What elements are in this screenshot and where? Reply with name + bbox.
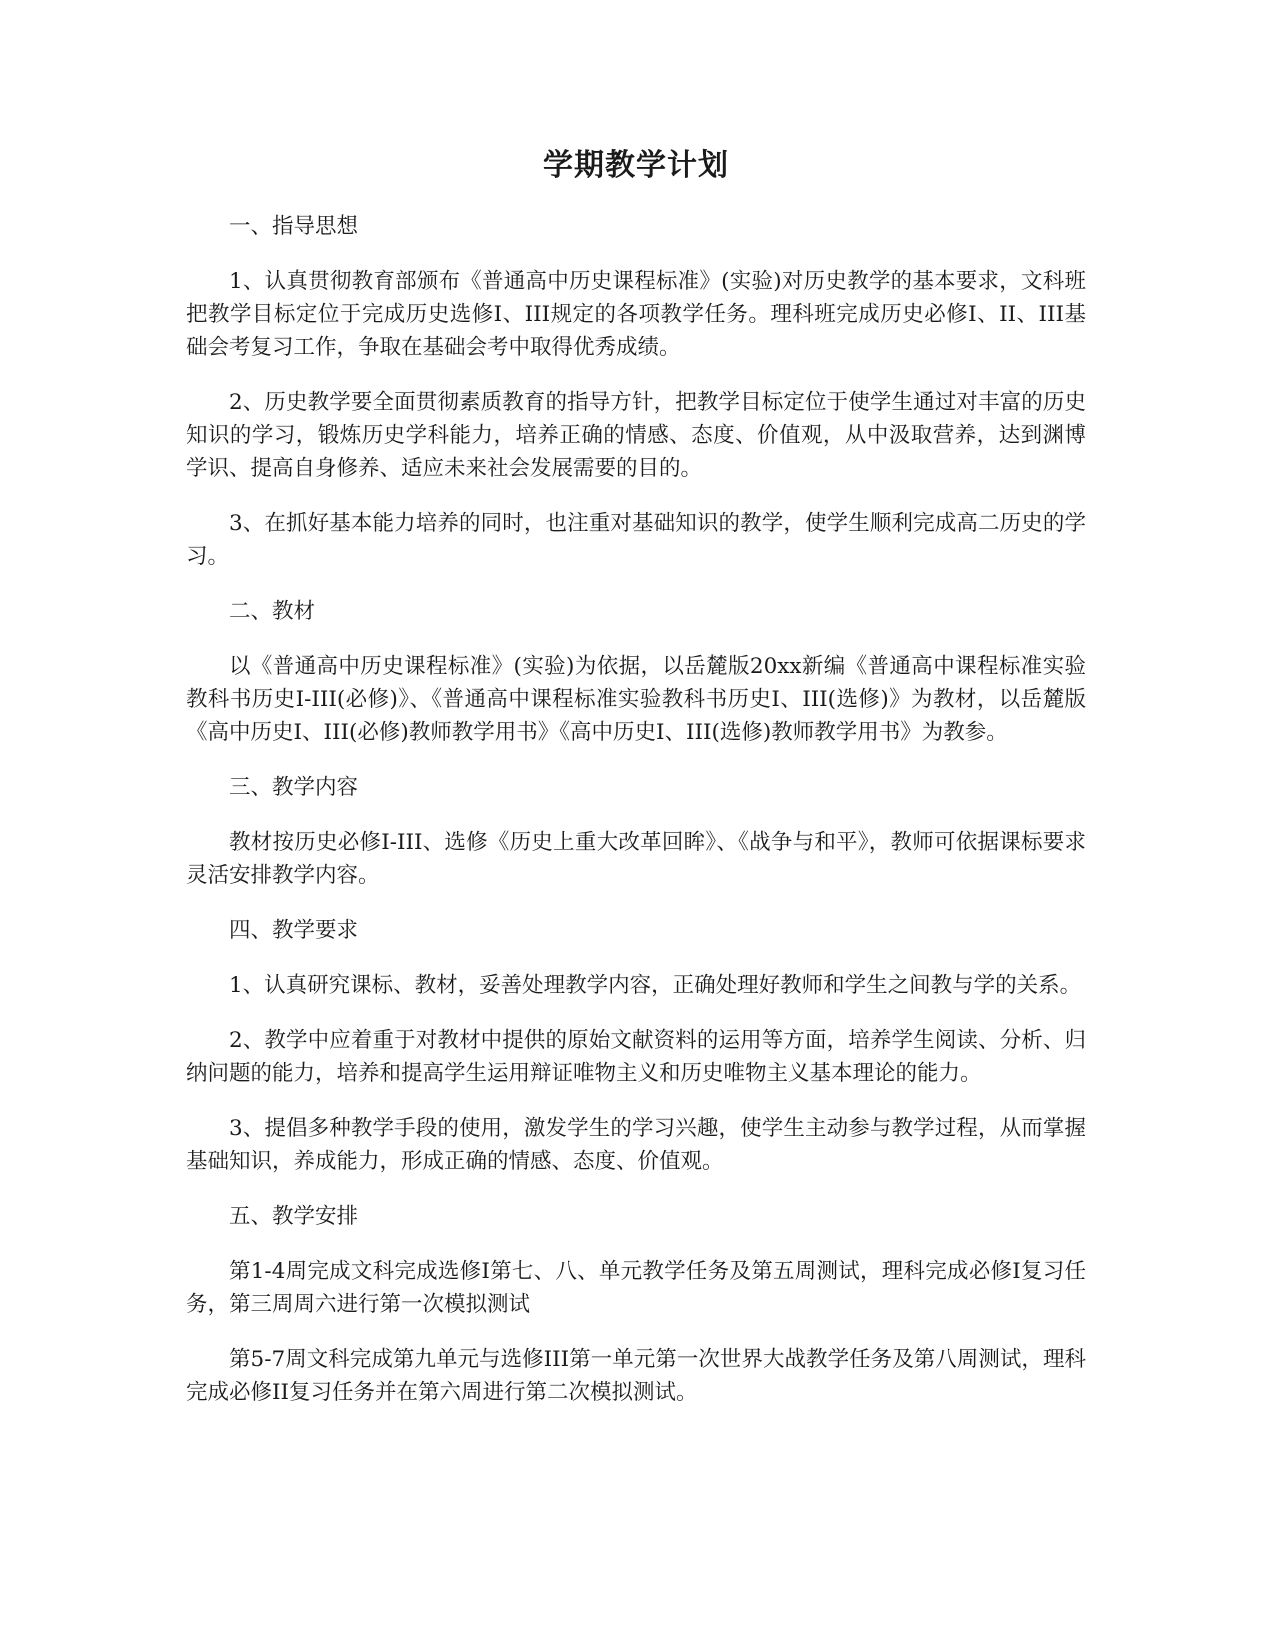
paragraph: 教材按历史必修I-III、选修《历史上重大改革回眸》、《战争与和平》，教师可依据课标要求灵活安排教学内容。 bbox=[186, 830, 1086, 888]
document-title: 学期教学计划 bbox=[543, 148, 729, 183]
paragraph: 3、在抓好基本能力培养的同时，也注重对基础知识的教学，使学生顺利完成高二历史的学习。 bbox=[186, 511, 1086, 569]
document-page bbox=[186, 140, 1086, 1431]
section-heading: 三、教学内容 bbox=[229, 775, 359, 800]
paragraph: 第1-4周完成文科完成选修I第七、八、单元教学任务及第五周测试，理科完成必修I复习任务，第三周周六进行第一次模拟测试 bbox=[186, 1259, 1086, 1317]
paragraph: 3、提倡多种教学手段的使用，激发学生的学习兴趣，使学生主动参与教学过程，从而掌握基础知识，养成能力，形成正确的情感、态度、价值观。 bbox=[186, 1116, 1086, 1174]
paragraph: 2、历史教学要全面贯彻素质教育的指导方针，把教学目标定位于使学生通过对丰富的历史知识的学习，锻炼历史学科能力，培养正确的情感、态度、价值观，从中汲取营养，达到渊博学识、提高自身修养、适应未来社会发展需要的目的。 bbox=[186, 390, 1086, 481]
paragraph: 1、认真研究课标、教材，妥善处理教学内容，正确处理好教师和学生之间教与学的关系。 bbox=[229, 973, 1082, 998]
section-heading: 五、教学安排 bbox=[229, 1204, 359, 1229]
section-heading: 二、教材 bbox=[229, 599, 316, 624]
paragraph: 2、教学中应着重于对教材中提供的原始文献资料的运用等方面，培养学生阅读、分析、归纳问题的能力，培养和提高学生运用辩证唯物主义和历史唯物主义基本理论的能力。 bbox=[186, 1028, 1086, 1086]
paragraph: 以《普通高中历史课程标准》(实验)为依据，以岳麓版20xx新编《普通高中课程标准实验教科书历史I-III(必修)》、《普通高中课程标准实验教科书历史I、III(选修)》为教材，以岳麓版《高中历史I、III(必修)教师教学用书》《高中历史I、III(选修)教师教学用书》为教参。 bbox=[186, 654, 1086, 745]
paragraph: 1、认真贯彻教育部颁布《普通高中历史课程标准》(实验)对历史教学的基本要求，文科班把教学目标定位于完成历史选修I、III规定的各项教学任务。理科班完成历史必修I、II、III基础会考复习工作，争取在基础会考中取得优秀成绩。 bbox=[186, 269, 1086, 360]
section-heading: 一、指导思想 bbox=[229, 214, 359, 239]
paragraph: 第5-7周文科完成第九单元与选修III第一单元第一次世界大战教学任务及第八周测试，理科完成必修II复习任务并在第六周进行第二次模拟测试。 bbox=[186, 1347, 1086, 1405]
section-heading: 四、教学要求 bbox=[229, 918, 359, 943]
